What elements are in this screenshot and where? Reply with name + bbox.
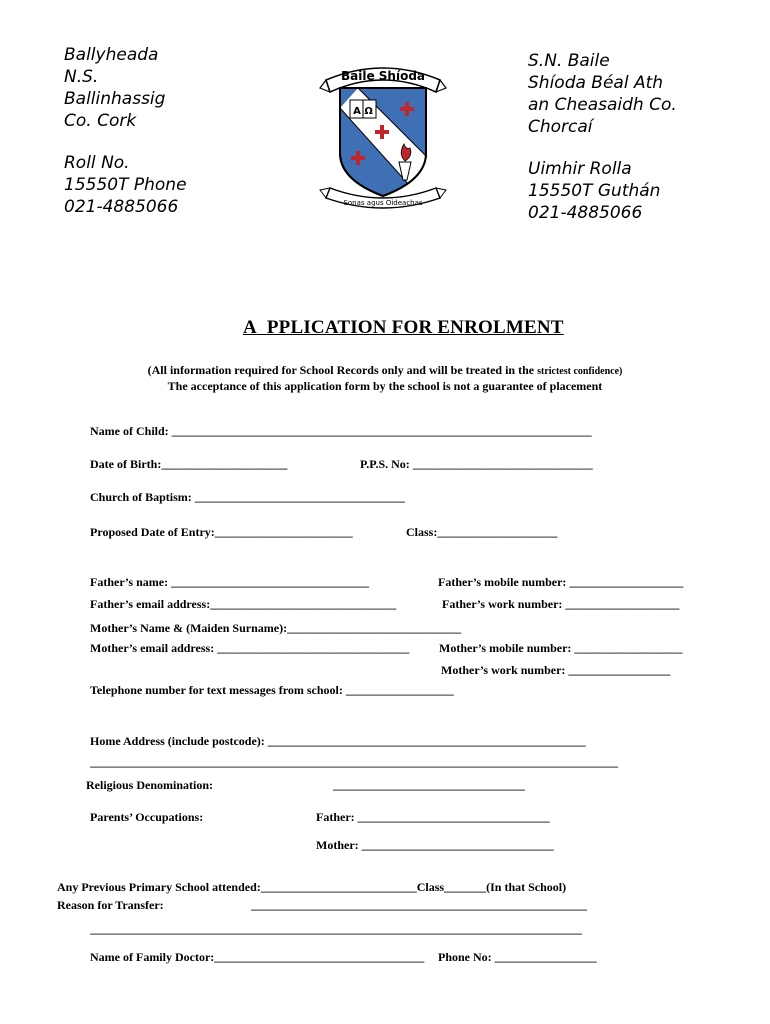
transfer-label: Reason for Transfer: <box>57 898 164 912</box>
roll-line: 15550T Guthán <box>528 181 661 201</box>
crest-banner-top: Baile Shíoda <box>340 69 426 83</box>
doctor-phone-field[interactable]: Phone No: _________________ <box>438 950 597 964</box>
address-line: Chorcaí <box>528 117 593 137</box>
english-roll-phone <box>64 152 187 218</box>
home-address-line-2[interactable]: ________________________________________________________________________________________ <box>90 755 618 769</box>
address-line: Ballinhassig <box>64 89 166 109</box>
placement-note: The acceptance of this application form by the school is not a guarantee of placement <box>167 379 603 393</box>
mother-email-field[interactable]: Mother’s email address: ________________________________ <box>90 641 410 655</box>
mother-mobile-field[interactable]: Mother’s mobile number: __________________ <box>439 641 683 655</box>
roll-line: 15550T Phone <box>64 175 187 195</box>
occupations-label: Parents’ Occupations: <box>90 810 204 824</box>
religion-label: Religious Denomination: <box>86 778 214 792</box>
transfer-line-2[interactable]: __________________________________________________________________________________ <box>90 922 582 936</box>
father-email-field[interactable]: Father’s email address:_______________________________ <box>90 597 397 611</box>
page-title <box>243 317 564 339</box>
address-line: S.N. Baile <box>528 51 610 71</box>
text-phone-field[interactable]: Telephone number for text messages from school: __________________ <box>90 683 454 697</box>
entry-date-field[interactable]: Proposed Date of Entry:_______________________ <box>90 525 353 539</box>
address-line: Shíoda Béal Ath <box>528 73 664 93</box>
pps-field[interactable]: P.P.S. No: ______________________________ <box>360 457 593 471</box>
irish-address <box>528 50 677 138</box>
baptism-field[interactable]: Church of Baptism: ___________________________________ <box>90 490 405 504</box>
occupation-mother-field[interactable]: Mother: ________________________________ <box>316 838 554 852</box>
address-line: N.S. <box>64 67 99 87</box>
crest-banner-bottom: Sonas agus Oideachas <box>343 199 423 207</box>
occupation-father-field[interactable]: Father: ________________________________ <box>316 810 550 824</box>
roll-line: Roll No. <box>64 153 130 173</box>
doctor-field[interactable]: Name of Family Doctor:___________________________________ <box>90 950 425 964</box>
father-mobile-field[interactable]: Father’s mobile number: ___________________ <box>438 575 684 589</box>
father-name-field[interactable]: Father’s name: _________________________________ <box>90 575 370 589</box>
address-line: Co. Cork <box>64 111 137 131</box>
father-work-field[interactable]: Father’s work number: ___________________ <box>442 597 680 611</box>
confidentiality-note: (All information required for School Records only and will be treated in the strictest confidence) <box>147 363 623 377</box>
address-line: an Cheasaidh Co. <box>528 95 677 115</box>
religion-line[interactable]: ________________________________ <box>333 778 525 792</box>
mother-name-field[interactable]: Mother’s Name & (Maiden Surname):_____________________________ <box>90 621 462 635</box>
child-name-field[interactable]: Name of Child: ______________________________________________________________________ <box>90 424 592 438</box>
roll-line: 021-4885066 <box>64 197 179 217</box>
title-rest: PPLICATION FOR ENROLMENT <box>266 317 564 338</box>
roll-line: 021-4885066 <box>528 203 643 223</box>
roll-line: Uimhir Rolla <box>528 159 632 179</box>
english-address <box>64 44 165 132</box>
home-address-field[interactable]: Home Address (include postcode): _____________________________________________________ <box>90 734 586 748</box>
crest-book-letters: A Ω <box>353 106 373 117</box>
mother-work-field[interactable]: Mother’s work number: _________________ <box>441 663 671 677</box>
class-field[interactable]: Class:____________________ <box>406 525 558 539</box>
dob-field[interactable]: Date of Birth:_____________________ <box>90 457 288 471</box>
transfer-line[interactable]: ________________________________________________________ <box>251 898 587 912</box>
previous-school-field[interactable]: Any Previous Primary School attended:__________________________Class_______(In that School) <box>57 880 567 894</box>
irish-roll-phone <box>528 158 660 224</box>
address-line: Ballyheada <box>64 45 159 65</box>
title-initial: A <box>243 317 257 338</box>
school-crest-logo <box>318 58 448 220</box>
